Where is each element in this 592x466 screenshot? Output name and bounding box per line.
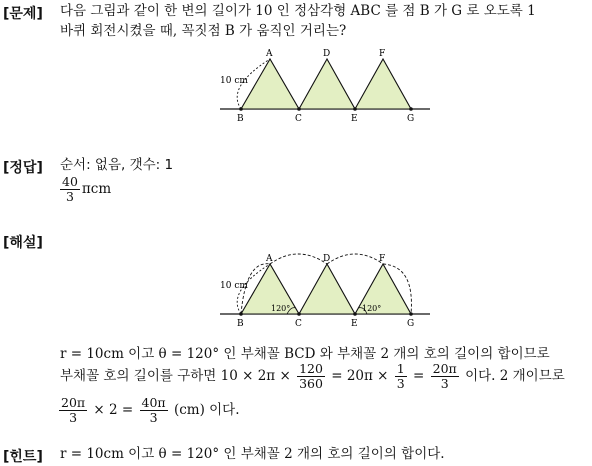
fraction-40pi-3: $\frac{40\pi}{3}$ — [141, 395, 166, 425]
answer-meta: 순서: 없음, 갯수: 1 — [60, 157, 174, 173]
problem-tag: [문제] — [3, 6, 43, 22]
triangle-efg — [355, 59, 411, 109]
label-g: G — [407, 319, 415, 329]
triangle-abc — [241, 264, 299, 314]
triangle-figure-1 — [214, 45, 436, 125]
fraction-1-3: $\frac{1}{3}$ — [396, 361, 405, 391]
explanation-line-3: $\frac{20\pi}{3}$ × 2 = $\frac{40\pi}{3}$ (cm) 이다. — [61, 395, 240, 425]
answer-fraction: $\frac{40}{3}$ — [62, 174, 78, 204]
triangle-figure-2 — [214, 250, 436, 330]
problem-line-2: 바퀴 회전시켰을 때, 꼭짓점 B 가 움직인 거리는? — [60, 23, 347, 39]
explanation-tag: [해설] — [3, 235, 43, 251]
rotation-arc-1 — [270, 254, 327, 264]
fraction-20pi-3-b: $\frac{20\pi}{3}$ — [61, 395, 86, 425]
label-d: D — [323, 254, 331, 264]
fraction-20pi-3: $\frac{20\pi}{3}$ — [432, 361, 457, 391]
label-f: F — [379, 49, 386, 59]
label-a: A — [266, 49, 273, 59]
label-b: B — [237, 319, 244, 329]
answer-tag: [정답] — [3, 160, 43, 176]
side-length-label: 10 cm — [220, 281, 248, 291]
explanation-line-2: 부채꼴 호의 길이를 구하면 10 × 2π × $\frac{120}{360}$ = 20π × $\frac{1}{3}$ = $\frac{20\pi}{3}$ 이다. 2 개이므로 — [60, 361, 565, 391]
label-f: F — [379, 254, 386, 264]
explanation-line-1: r = 10cm 이고 θ = 120° 인 부채꼴 BCD 와 부채꼴 2 개의 호의 길이의 합이므로 — [60, 346, 550, 362]
label-c: C — [295, 114, 302, 124]
hint-text: r = 10cm 이고 θ = 120° 인 부채꼴 2 개의 호의 길이의 합이다. — [60, 446, 445, 462]
triangle-cde — [299, 59, 355, 109]
label-e: E — [351, 319, 358, 329]
angle-label-2: 120° — [362, 304, 382, 313]
triangle-cde — [299, 264, 355, 314]
angle-label-1: 120° — [271, 304, 291, 313]
answer-value — [58, 175, 111, 204]
label-e: E — [351, 114, 358, 124]
label-d: D — [323, 49, 331, 59]
fraction-120-360: $\frac{120}{360}$ — [299, 361, 323, 391]
problem-line-1: 다음 그림과 같이 한 변의 길이가 10 인 정삼각형 ABC 를 점 B 가 G 로 오도록 1 — [60, 3, 536, 19]
label-g: G — [407, 114, 415, 124]
triangle-abc — [241, 59, 299, 109]
hint-tag: [힌트] — [3, 449, 43, 465]
label-b: B — [237, 114, 244, 124]
label-a: A — [266, 254, 273, 264]
answer-unit: πcm — [81, 181, 112, 197]
label-c: C — [295, 319, 302, 329]
rotation-arc-2 — [327, 254, 386, 264]
side-length-label: 10 cm — [220, 76, 248, 86]
